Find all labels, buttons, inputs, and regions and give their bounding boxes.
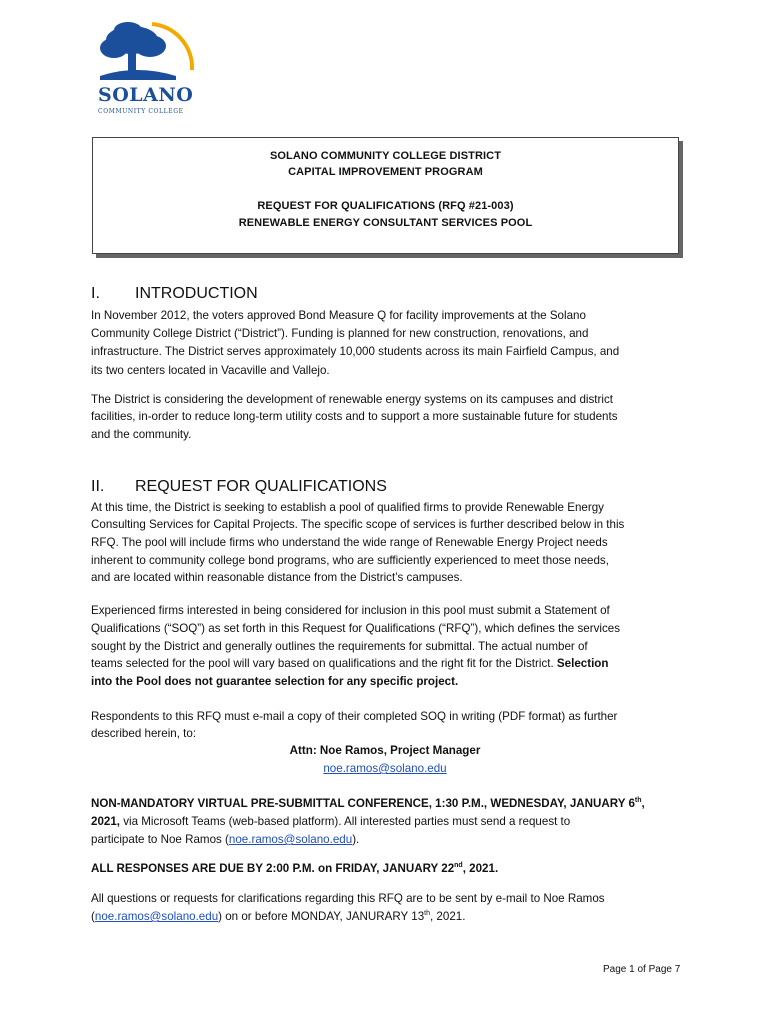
page-number: Page 1 of Page 7 bbox=[603, 964, 681, 975]
program-title: CAPITAL IMPROVEMENT PROGRAM bbox=[288, 166, 483, 178]
section-number: I. bbox=[91, 285, 100, 302]
year-text: 2021, bbox=[91, 815, 121, 828]
bold-text: Selection bbox=[556, 657, 609, 670]
due-date-line bbox=[91, 862, 498, 876]
due-text: ALL RESPONSES ARE DUE BY 2:00 P.M. on FRIDAY, JANUARY 22 bbox=[91, 862, 455, 875]
section-number: II. bbox=[91, 478, 105, 495]
paragraph-line: Community College District (“District”). Funding is planned for new construction, renovations, and bbox=[91, 327, 589, 340]
paragraph-line: In November 2012, the voters approved Bond Measure Q for facility improvements at the Solano bbox=[91, 309, 586, 322]
email-link[interactable]: noe.ramos@solano.edu bbox=[94, 910, 219, 923]
paragraph-line: Qualifications (“SOQ”) as set forth in this Request for Qualifications (“RFQ”), which defines the services bbox=[91, 622, 620, 635]
rfq-title: REQUEST FOR QUALIFICATIONS (RFQ #21-003) bbox=[257, 200, 514, 212]
paragraph-line: described herein, to: bbox=[91, 727, 197, 740]
conference-text: NON-MANDATORY VIRTUAL PRE-SUBMITTAL CONFERENCE, 1:30 P.M., WEDNESDAY, JANUARY 6 bbox=[91, 797, 635, 810]
conference-detail: via Microsoft Teams (web-based platform). All interested parties must send a request to bbox=[120, 815, 571, 828]
paragraph-line: facilities, in-order to reduce long-term utility costs and to support a more sustainable future for students bbox=[91, 410, 618, 423]
paragraph-line: Respondents to this RFQ must e-mail a copy of their completed SOQ in writing (PDF format) as further bbox=[91, 710, 618, 723]
paragraph-line: At this time, the District is seeking to establish a pool of qualified firms to provide Renewable Energy bbox=[91, 501, 604, 514]
paragraph-line: its two centers located in Vacaville and Vallejo. bbox=[91, 364, 330, 377]
contact-email-line bbox=[0, 762, 770, 776]
paragraph-text: teams selected for the pool will vary based on qualifications and the right fit for the District. bbox=[91, 657, 557, 670]
logo-wordmark: SOLANO bbox=[98, 84, 194, 106]
title-box bbox=[92, 137, 679, 254]
ordinal-suffix: th bbox=[424, 910, 430, 918]
questions-detail: ) on or before MONDAY, JANURARY 13 bbox=[218, 910, 425, 923]
questions-year: , 2021. bbox=[429, 910, 466, 923]
logo-subtitle: COMMUNITY COLLEGE bbox=[98, 108, 184, 115]
paragraph-line: sought by the District and generally outlines the requirements for submittal. The actual number of bbox=[91, 640, 588, 653]
pool-title: RENEWABLE ENERGY CONSULTANT SERVICES POOL bbox=[238, 217, 533, 229]
email-link[interactable]: noe.ramos@solano.edu bbox=[228, 833, 353, 846]
paragraph-line: and the community. bbox=[91, 428, 192, 441]
email-link[interactable]: noe.ramos@solano.edu bbox=[323, 762, 447, 775]
section-heading-rfq bbox=[91, 478, 491, 498]
paragraph-line: Consulting Services for Capital Projects. The specific scope of services is further described below in this bbox=[91, 518, 625, 531]
ordinal-suffix: th bbox=[634, 797, 642, 805]
conference-line bbox=[91, 797, 645, 811]
conference-line bbox=[91, 833, 359, 847]
questions-line bbox=[91, 910, 465, 924]
conference-detail: participate to Noe Ramos ( bbox=[91, 833, 229, 846]
questions-line: All questions or requests for clarifications regarding this RFQ are to be sent by e-mail to Noe Ramos bbox=[91, 892, 605, 905]
closing-text: ). bbox=[352, 833, 360, 846]
solano-logo bbox=[92, 18, 198, 118]
section-heading-introduction bbox=[91, 285, 391, 305]
comma: , bbox=[641, 797, 645, 810]
paragraph-line: Experienced firms interested in being considered for inclusion in this pool must submit a Statement of bbox=[91, 604, 610, 617]
bold-paragraph-line: into the Pool does not guarantee selection for any specific project. bbox=[91, 675, 459, 688]
conference-line bbox=[91, 815, 570, 829]
district-title: SOLANO COMMUNITY COLLEGE DISTRICT bbox=[269, 150, 502, 162]
section-title: REQUEST FOR QUALIFICATIONS bbox=[135, 478, 387, 495]
paragraph-line: The District is considering the development of renewable energy systems on its campuses and district bbox=[91, 393, 613, 406]
section-title: INTRODUCTION bbox=[135, 285, 258, 302]
due-year: , 2021. bbox=[462, 862, 499, 875]
paragraph-line: and are located within reasonable distance from the District’s campuses. bbox=[91, 571, 463, 584]
attention-line: Attn: Noe Ramos, Project Manager bbox=[289, 744, 481, 757]
paragraph-line: inherent to community college bond programs, who are sufficiently experienced to meet those needs, bbox=[91, 554, 609, 567]
paragraph-line: infrastructure. The District serves approximately 10,000 students across its main Fairfield Campus, and bbox=[91, 345, 620, 358]
paragraph-line bbox=[91, 657, 608, 671]
paragraph-line: RFQ. The pool will include firms who understand the wide range of Renewable Energy Project needs bbox=[91, 536, 608, 549]
oak-tree-icon bbox=[92, 18, 198, 88]
ordinal-suffix: nd bbox=[454, 862, 463, 870]
paren-open: ( bbox=[91, 910, 95, 923]
